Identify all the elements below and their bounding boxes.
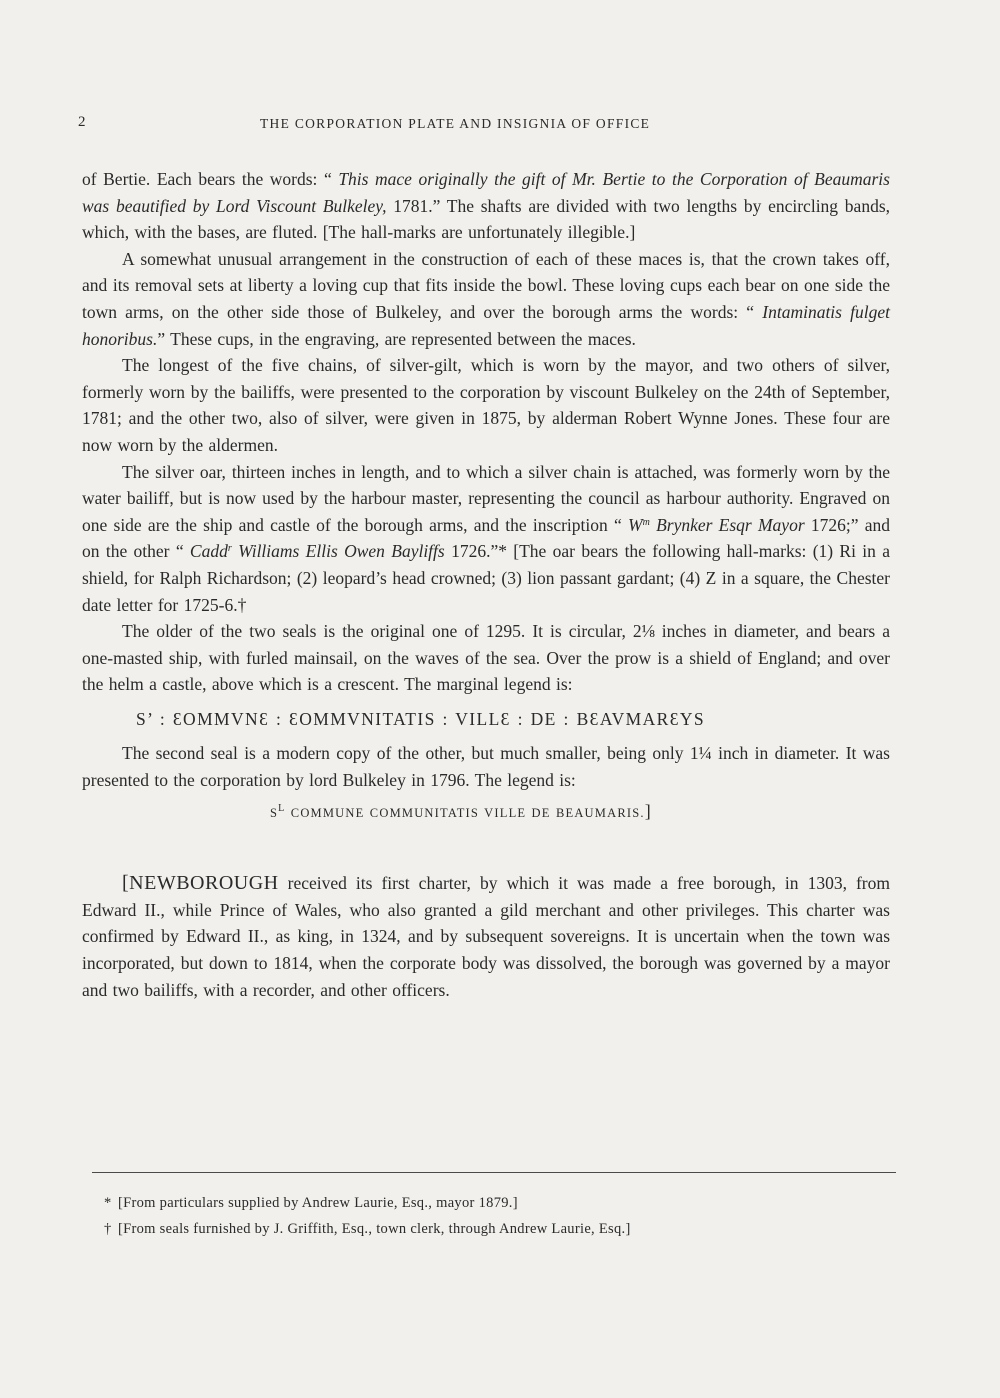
page-number: 2 bbox=[78, 114, 86, 130]
paragraph-older-seal: The older of the two seals is the original one of 1295. It is circular, 2⅛ inches in diameter, and bears a one-masted ship, with furled mainsail, on the waves of the sea. Over the prow is a shield of England; and over the helm a castle, above which is a crescent. The marginal legend is: bbox=[82, 621, 890, 695]
text-run: 1781.” The shafts are divided with two lengths by encircling bands, which, with the bases, are fluted. [The hall-marks are unfortunately illegible.] bbox=[82, 195, 891, 243]
footnote-mark: † bbox=[104, 1221, 112, 1237]
footnote-text: [From particulars supplied by Andrew Laurie, Esq., mayor 1879.] bbox=[118, 1195, 518, 1211]
text-run: ” These cups, in the engraving, are represented between the maces. bbox=[157, 328, 636, 349]
italic-inscription: This mace originally the gift of Mr. Bertie to the Corporation of Beaumaris was beautified by Lord Viscount Bulkeley, bbox=[82, 169, 890, 216]
seal-legend-modern bbox=[270, 798, 890, 827]
italic-motto: Intaminatis fulget honoribus. bbox=[82, 301, 891, 349]
text-run: Cadd bbox=[189, 541, 228, 562]
paragraph-silver-oar bbox=[82, 459, 890, 619]
paragraph-bertie bbox=[82, 166, 890, 246]
paragraph-loving-cups bbox=[82, 246, 890, 352]
italic-inscription bbox=[190, 541, 445, 561]
text-run: COMMUNE COMMUNITATIS VILLE DE BEAUMARIS. bbox=[285, 805, 645, 820]
text-run: W bbox=[628, 514, 643, 535]
seal-legend-original: S’ : ƐOMMVNƐ : ƐOMMVNITATIS : VILLƐ : DE : BƐAVMARƐYS bbox=[136, 708, 706, 729]
paragraph-second-seal: The second seal is a modern copy of the other, but much smaller, being only 1¼ inch in diameter. It was presented to the corporation by lord Bulkeley in 1796. The legend is: bbox=[82, 743, 890, 791]
paragraph-newborough bbox=[82, 870, 890, 1003]
text-run: 1726.”* [The oar bears the following hall-marks: (1) Ri in a shield, for Ralph Richardson; (2) leopard’s head crowned; (3) lion passant gardant; (4) Z in a square, the Chester date letter for 1725-6.† bbox=[82, 541, 890, 615]
section-break bbox=[82, 826, 890, 870]
section-heading-newborough: [NEWBOROUGH bbox=[122, 872, 279, 895]
text-run: A somewhat unusual arrangement in the construction of each of these maces is, that the crown takes off, and its removal sets at liberty a loving cup that fits inside the bowl. These loving cups each bear on one side the town arms, on the other side those of Bulkeley, and over the borough arms the words: “ bbox=[82, 248, 890, 322]
italic-inscription bbox=[628, 515, 805, 535]
body-text bbox=[82, 166, 890, 1003]
text-run: received its first charter, by which it was made a free borough, in 1303, from Edward II., while Prince of Wales, who also granted a gild merchant and other privileges. This charter was confirmed by Edward II., as king, in 1324, and by subsequent sovereigns. It is uncertain when the town was incorporated, but down to 1814, when the corporate body was dissolved, the borough was governed by a mayor and two bailiffs, with a recorder, and other officers. bbox=[82, 873, 890, 1000]
text-run: S bbox=[270, 805, 279, 820]
paragraph-chains: The longest of the five chains, of silver-gilt, which is worn by the mayor, and two others of silver, formerly worn by the bailiffs, were presented to the corporation by viscount Bulkeley on the 24th of September, 1781; and the other two, also of silver, were given in 1875, by alderman Robert Wynne Jones. These four are now worn by the aldermen. bbox=[82, 355, 890, 455]
running-head: THE CORPORATION PLATE AND INSIGNIA OF OFFICE bbox=[260, 116, 651, 131]
text-run: of Bertie. Each bears the words: “ bbox=[82, 169, 339, 189]
text-run: Brynker Esqr Mayor bbox=[649, 514, 805, 535]
text-run: Williams Ellis Owen Bayliffs bbox=[231, 541, 445, 562]
page-header bbox=[78, 114, 898, 136]
superscript: L bbox=[278, 802, 286, 814]
footnote-text: [From seals furnished by J. Griffith, Esq., town clerk, through Andrew Laurie, Esq.] bbox=[118, 1221, 631, 1237]
footnote-mark: * bbox=[104, 1195, 112, 1211]
footnotes bbox=[104, 1190, 884, 1242]
closing-bracket: ] bbox=[644, 800, 652, 821]
footnote-2 bbox=[104, 1216, 884, 1242]
superscript: m bbox=[642, 516, 650, 528]
footnote-1 bbox=[104, 1190, 884, 1216]
footnote-rule bbox=[92, 1172, 896, 1173]
superscript: r bbox=[227, 543, 232, 555]
text-run: 1726;” and on the other “ bbox=[82, 514, 890, 562]
text-run: The silver oar, thirteen inches in length, and to which a silver chain is attached, was formerly worn by the water bailiff, but is now used by the harbour master, representing the council as harbour authority. Engraved on one side are the ship and castle of the borough arms, and the inscription “ bbox=[82, 461, 890, 535]
